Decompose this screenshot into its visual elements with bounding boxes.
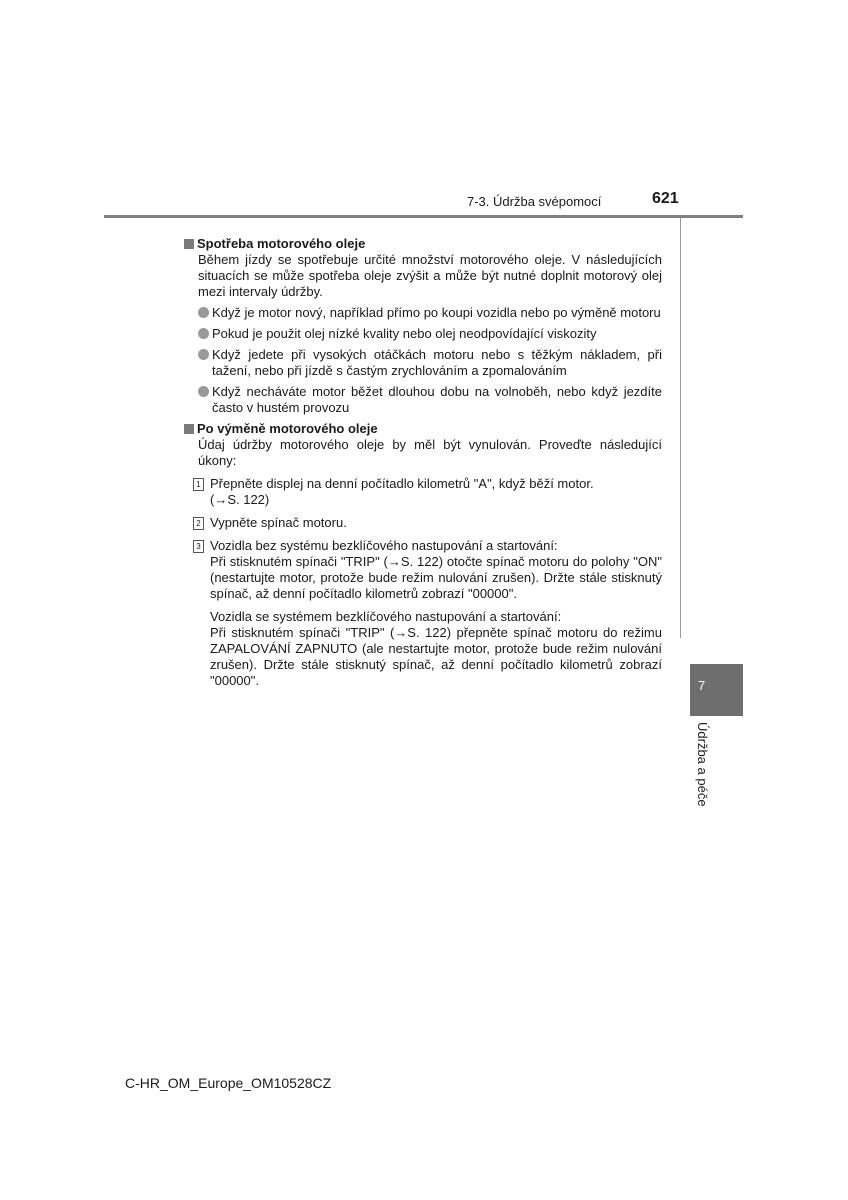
step-item — [184, 538, 662, 602]
step-item — [184, 515, 662, 531]
step-line: Přepněte displej na denní počítadlo kilometrů "A", když běží motor. — [210, 476, 594, 491]
step-line: Při stisknutém spínači "TRIP" (→S. 122) otočte spínač motoru do polohy "ON" (nestartujte motor, protože bude režim nulování zrušen). Držte stále stisknutý spínač, až denní počítadlo kilometrů zobrazí "00000". — [210, 554, 662, 601]
circle-bullet-icon — [198, 349, 209, 360]
bullet-item — [184, 326, 662, 342]
step-number-box: 2 — [193, 517, 204, 530]
step-line: Vozidla bez systému bezklíčového nastupování a startování: — [210, 538, 558, 553]
header-section-title: 7-3. Údržba svépomocí — [467, 194, 602, 209]
square-bullet-icon — [184, 424, 194, 434]
bullet-text: Pokud je použit olej nízké kvality nebo olej neodpovídající viskozity — [212, 326, 597, 341]
step-number-box: 1 — [193, 478, 204, 491]
page-number: 621 — [652, 190, 679, 207]
section-heading-text: Spotřeba motorového oleje — [197, 236, 366, 251]
step-line: (→S. 122) — [210, 492, 270, 507]
vertical-rule — [680, 218, 681, 638]
bullet-item — [184, 305, 662, 321]
step-line: Vypněte spínač motoru. — [210, 515, 347, 530]
square-bullet-icon — [184, 239, 194, 249]
bullet-item — [184, 347, 662, 379]
step-number-box: 3 — [193, 540, 204, 553]
body-text — [184, 236, 662, 689]
circle-bullet-icon — [198, 386, 209, 397]
bullet-text: Když necháváte motor běžet dlouhou dobu na volnoběh, nebo když jezdíte často v hustém provozu — [212, 384, 662, 415]
circle-bullet-icon — [198, 328, 209, 339]
paragraph: Během jízdy se spotřebuje určité množství motorového oleje. V následujících situacích se může spotřeba oleje zvýšit a může být nutné doplnit motorový olej mezi intervaly údržby. — [198, 252, 662, 299]
header-rule — [104, 215, 743, 218]
footer-code: C-HR_OM_Europe_OM10528CZ — [125, 1075, 332, 1091]
step-continuation — [184, 609, 662, 689]
step-line: Při stisknutém spínači "TRIP" (→S. 122) přepněte spínač motoru do režimu ZAPALOVÁNÍ ZAPNUTO (ale nestartujte motor, protože bude režim nulování zrušen). Držte stále stisknutý spínač, až denní počítadlo kilometrů zobrazí "00000". — [210, 625, 662, 688]
step-line: Vozidla se systémem bezklíčového nastupování a startování: — [210, 609, 562, 624]
section-heading — [184, 236, 662, 252]
paragraph: Údaj údržby motorového oleje by měl být vynulován. Proveďte následující úkony: — [198, 437, 662, 468]
chapter-tab — [690, 664, 743, 716]
bullet-text: Když jedete při vysokých otáčkách motoru nebo s těžkým nákladem, při tažení, nebo při jízdě s častým zrychlováním a zpomalováním — [212, 347, 662, 378]
section-heading — [184, 421, 662, 437]
step-item — [184, 476, 662, 508]
section-heading-text: Po výměně motorového oleje — [197, 421, 378, 436]
bullet-item — [184, 384, 662, 416]
circle-bullet-icon — [198, 307, 209, 318]
chapter-number: 7 — [698, 678, 706, 693]
chapter-title: Údržba a péče — [695, 722, 710, 807]
bullet-text: Když je motor nový, například přímo po koupi vozidla nebo po výměně motoru — [212, 305, 661, 320]
